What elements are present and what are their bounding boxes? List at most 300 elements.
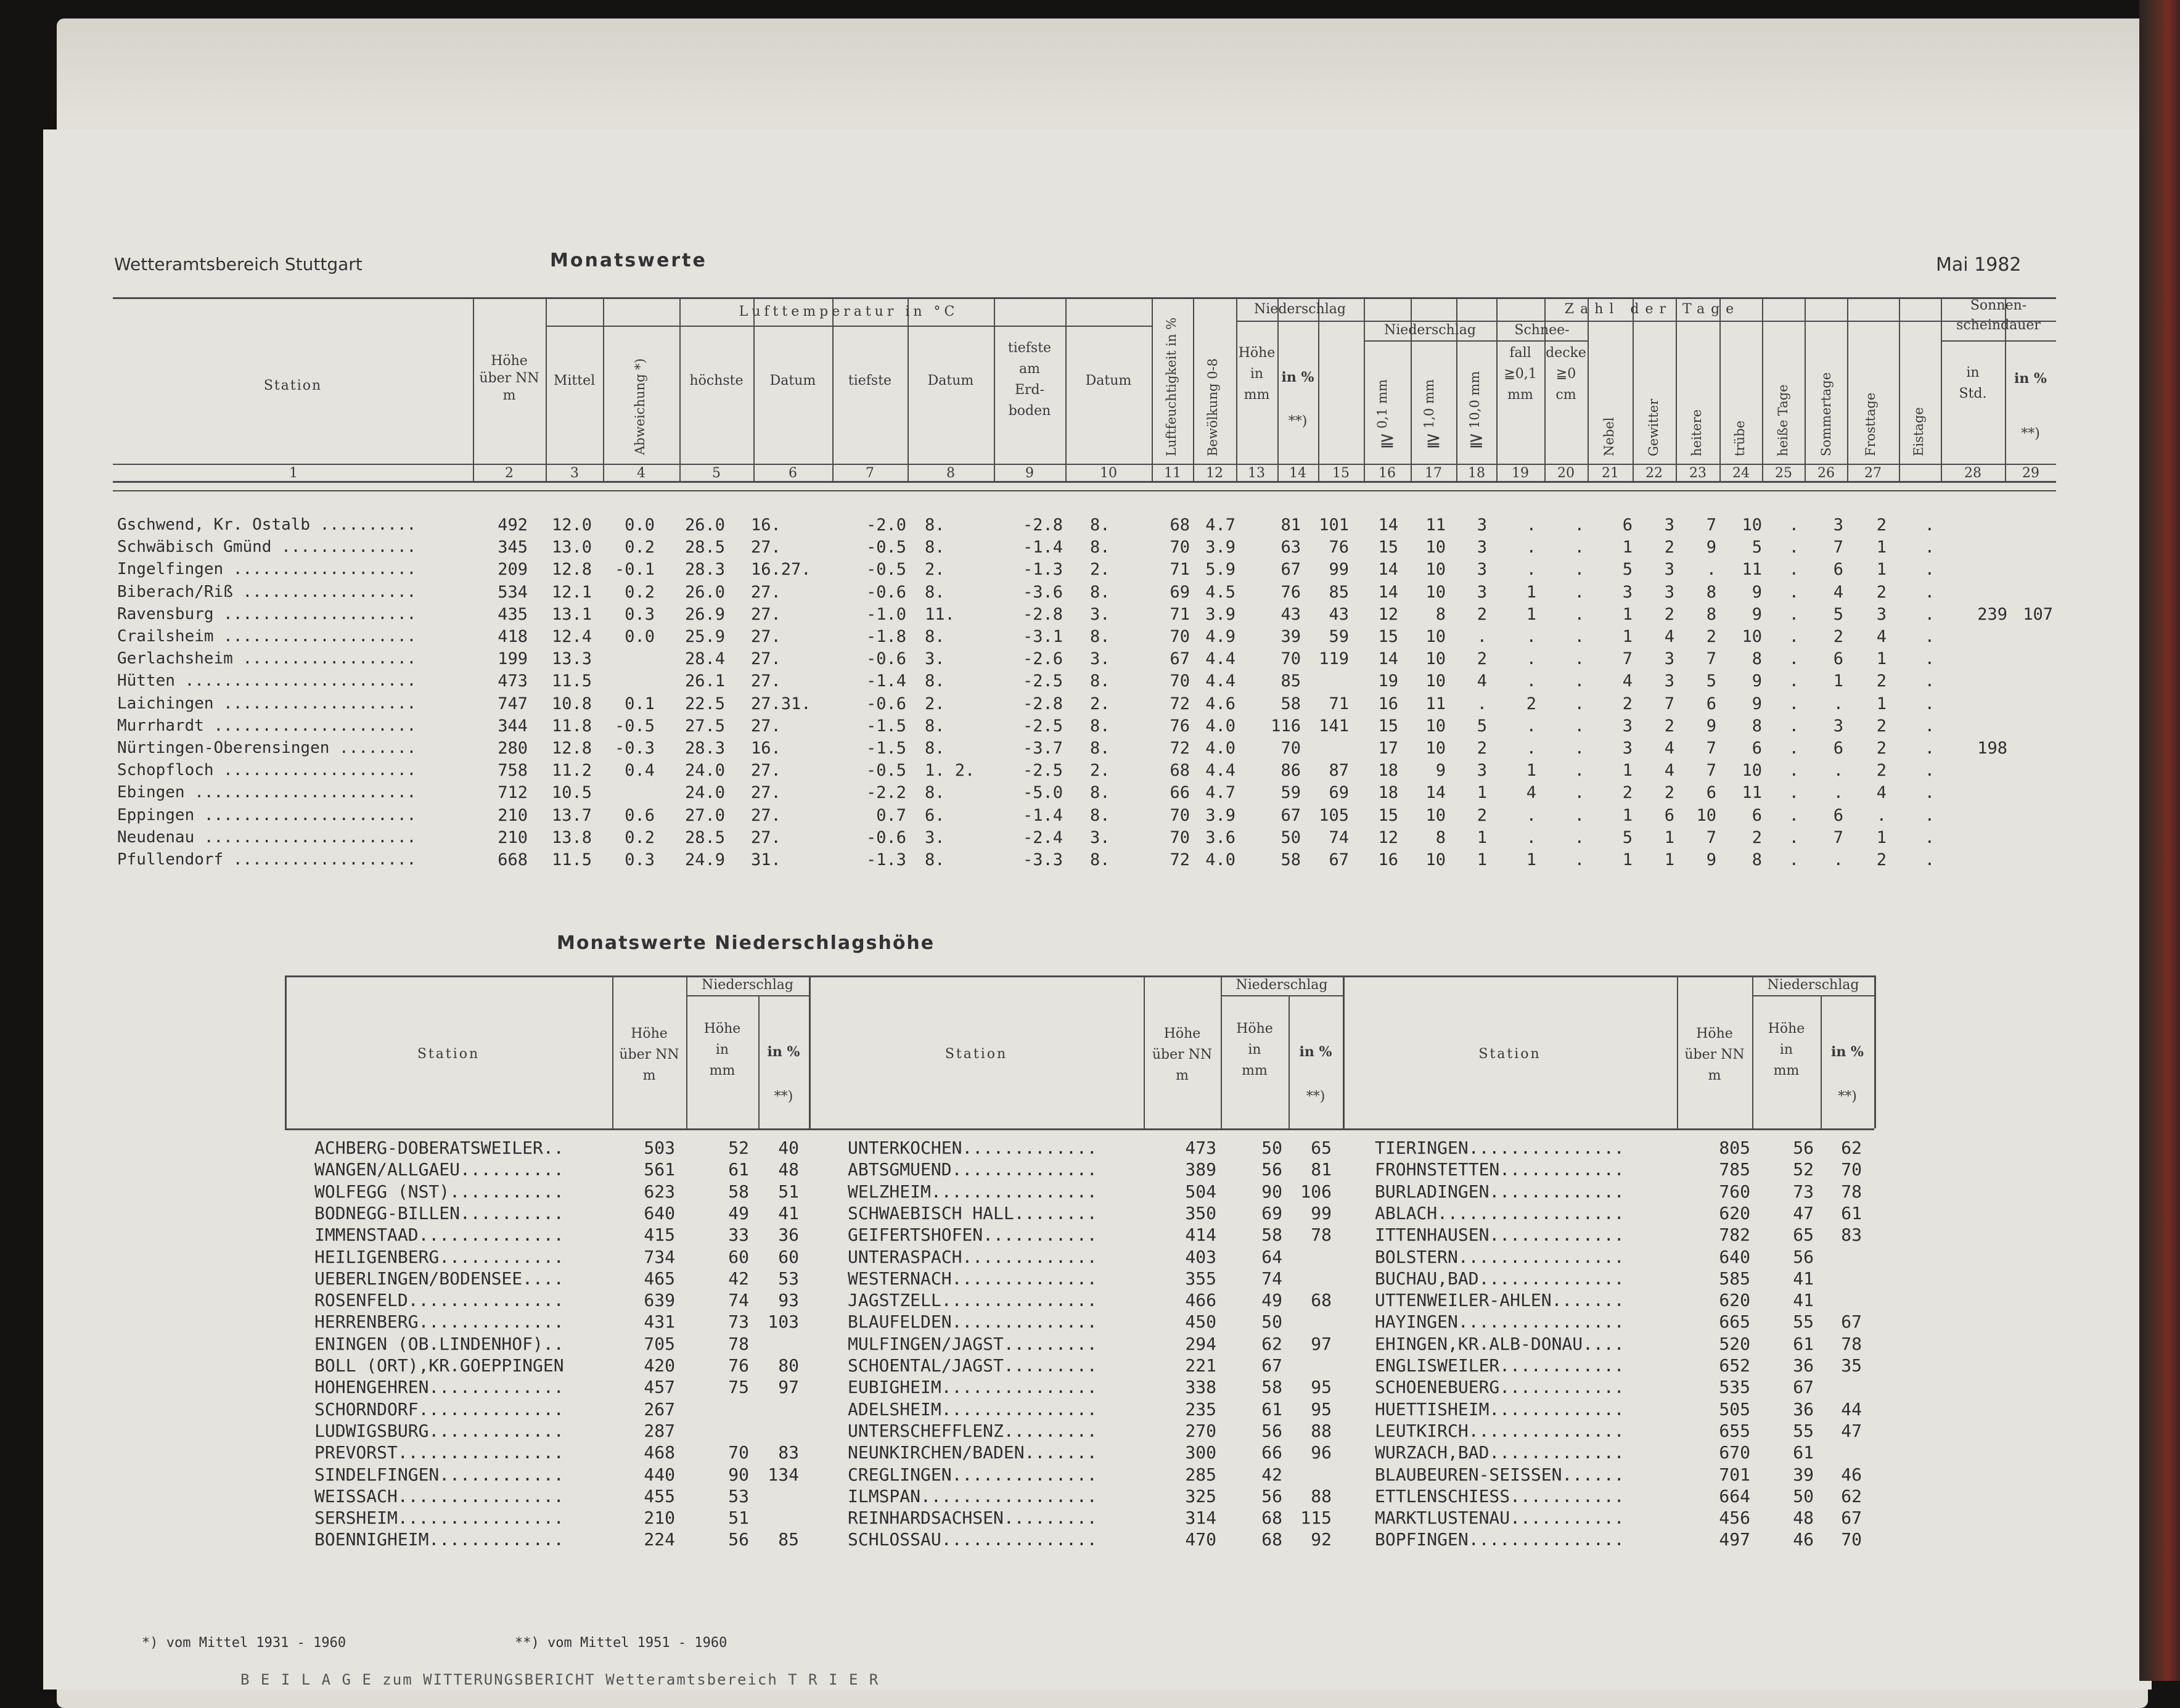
hoehe-value: 221 [1185, 1355, 1216, 1376]
station-name: Gerlachsheim .................. [117, 649, 417, 668]
table-cell: 6 [1706, 694, 1716, 713]
table-cell: -3.6 [1022, 582, 1063, 602]
col-ns-hoehe: Höhe in mm [1238, 345, 1276, 403]
rule-line [113, 481, 2056, 483]
hoehe-value: 235 [1185, 1398, 1216, 1419]
ns-pct-header: in % [1299, 1044, 1332, 1060]
station-name: BODNEGG-BILLEN.......... [314, 1202, 564, 1223]
station-name: HEILIGENBERG............ [314, 1246, 564, 1267]
column-number: 24 [1732, 466, 1750, 481]
station-name: WURZACH,BAD............. [1375, 1442, 1625, 1463]
table-cell: 12.1 [551, 582, 592, 602]
table-cell: 1 [1664, 850, 1674, 869]
table-cell: . [1924, 694, 1935, 713]
table-cell: -0.5 [614, 716, 655, 736]
table-cell: 8 [1752, 850, 1762, 869]
table-cell: . [1833, 850, 1843, 869]
table-cell: . [1924, 582, 1935, 602]
table-cell: . [1574, 716, 1584, 736]
table-cell: 19 [1378, 671, 1398, 691]
ns-value: 51 [728, 1508, 749, 1529]
hoehe-value: 403 [1185, 1246, 1216, 1267]
ns-pct-value: 78 [1841, 1181, 1862, 1202]
table-cell: . [1924, 739, 1935, 758]
table-cell: 10 [1425, 671, 1446, 691]
table-cell: 107 [2023, 604, 2053, 624]
rule-line [1152, 297, 1153, 481]
ns-pct-value: 70 [1841, 1529, 1862, 1550]
table-cell: 14 [1378, 649, 1398, 669]
table-cell: 5 [1833, 604, 1843, 624]
table-cell: 1 [1622, 538, 1633, 557]
table-cell: 7 [1706, 649, 1716, 669]
table-cell: 27. [751, 716, 781, 736]
table-cell: 27. [751, 538, 781, 557]
ns-value: 55 [1793, 1420, 1814, 1441]
region-label: Wetteramtsbereich Stuttgart [114, 254, 363, 274]
table-cell: . [1924, 783, 1935, 803]
table-cell: 4.0 [1205, 850, 1235, 869]
hoehe-header: Höhe über NN m [1684, 1026, 1745, 1083]
list-item [0, 1138, 2180, 1159]
rule-line [686, 995, 809, 996]
station-name: ADELSHEIM............... [848, 1398, 1097, 1419]
ge-sign-1: ≧ [1379, 429, 1395, 451]
table-cell: 59 [1329, 627, 1349, 646]
ns-value: 67 [1793, 1377, 1814, 1398]
ns-hoehe-header: Höhe in mm [1768, 1021, 1805, 1078]
ns-value: 69 [1261, 1202, 1282, 1223]
table-cell: -3.1 [1022, 627, 1063, 646]
ns-pct-value: 51 [778, 1181, 799, 1202]
ns-pct-value: 99 [1311, 1202, 1332, 1223]
hoehe-value: 734 [644, 1246, 675, 1267]
hoehe-value: 504 [1185, 1181, 1216, 1202]
table-cell: 141 [1319, 716, 1349, 736]
table-cell: 3.9 [1205, 805, 1235, 825]
table-cell: 71 [1170, 604, 1190, 624]
table-cell: 4 [1622, 671, 1633, 691]
rule-line [1874, 975, 1876, 1128]
table-cell: 2. [925, 560, 945, 580]
table-cell: 4.4 [1205, 671, 1235, 691]
hoehe-value: 670 [1719, 1442, 1750, 1463]
table-cell: 10 [1425, 739, 1446, 758]
hoehe-value: 389 [1185, 1159, 1216, 1180]
table-cell: -0.6 [866, 694, 906, 713]
table-cell: 1 [1477, 783, 1487, 803]
table-cell: 116 [1271, 716, 1301, 736]
station-name: EHINGEN,KR.ALB-DONAU.... [1375, 1333, 1625, 1354]
station-name: WANGEN/ALLGAEU.......... [314, 1159, 564, 1180]
list-item [0, 1464, 2180, 1485]
rule-line [1318, 297, 1319, 481]
hoehe-value: 503 [644, 1138, 675, 1158]
table-cell: 25.9 [684, 627, 725, 646]
table-cell: 3.9 [1205, 604, 1235, 624]
table-cell: -2.5 [1022, 671, 1063, 691]
table-cell: 4.7 [1205, 783, 1235, 803]
table-row [0, 671, 2180, 692]
table-cell: . [1789, 627, 1799, 646]
table-cell: 76 [1281, 582, 1301, 602]
list-item [0, 1159, 2180, 1180]
table-cell: . [1789, 716, 1799, 736]
table-cell: 27. [751, 582, 781, 602]
table-cell: 10 [1425, 716, 1446, 736]
ns-value: 48 [1793, 1508, 1814, 1529]
table-row [0, 538, 2180, 559]
rule-line [1633, 297, 1634, 481]
table-cell: 11.5 [551, 850, 592, 869]
table-cell: 59 [1281, 783, 1301, 803]
table-cell: -0.1 [614, 560, 655, 580]
table-cell: 1 [1526, 761, 1536, 781]
ns-pct-value: 83 [778, 1442, 799, 1463]
station-name: Neudenau ...................... [117, 827, 417, 847]
ns-value: 73 [728, 1312, 749, 1332]
period-label: Mai 1982 [1936, 254, 2022, 276]
table-cell: -2.5 [1022, 716, 1063, 736]
table-cell: . [1924, 538, 1935, 557]
table-cell: 11.8 [551, 716, 592, 736]
table-cell: 0.2 [625, 582, 655, 602]
table-cell: -1.4 [866, 671, 906, 691]
table-cell: 280 [498, 739, 528, 758]
station-name: Hütten ........................ [117, 671, 417, 691]
hoehe-value: 456 [1719, 1508, 1750, 1529]
table-cell: 9 [1752, 604, 1762, 624]
table-cell: 15 [1378, 805, 1398, 825]
ns-value: 56 [1793, 1138, 1814, 1158]
table-cell: 2 [1477, 739, 1487, 758]
table-cell: -2.2 [866, 783, 906, 803]
hoehe-value: 325 [1185, 1485, 1216, 1506]
table-cell: . [1833, 694, 1843, 713]
list-item [0, 1508, 2180, 1529]
table-cell: 668 [498, 850, 528, 869]
table-cell: 6 [1752, 805, 1762, 825]
hoehe-value: 782 [1719, 1225, 1750, 1246]
ns-value: 56 [1261, 1485, 1282, 1506]
table-cell: 15 [1378, 627, 1398, 646]
table-cell: . [1789, 761, 1799, 781]
table-cell: 1. 2. [925, 761, 975, 781]
table-cell: . [1789, 560, 1799, 580]
table-cell: 8. [1090, 627, 1110, 646]
column-number: 8 [946, 466, 955, 481]
column-number: 1 [289, 466, 298, 481]
table-row [0, 761, 2180, 782]
list-item [0, 1290, 2180, 1311]
table-cell: 10.8 [551, 694, 592, 713]
table-cell: . [1526, 560, 1536, 580]
table-cell: 27. [751, 761, 781, 781]
hoehe-value: 620 [1719, 1290, 1750, 1311]
ns-value: 41 [1793, 1290, 1814, 1311]
table-cell: 4 [1664, 627, 1674, 646]
table-cell: 2. [1090, 694, 1110, 713]
column-number: 7 [866, 466, 874, 481]
col-datum-1: Datum [769, 373, 816, 388]
table-cell: 2. [1090, 560, 1110, 580]
table-cell: 39 [1281, 627, 1301, 646]
column-number: 15 [1332, 466, 1350, 481]
station-name: Murrhardt ..................... [117, 716, 417, 735]
table-cell: 3. [925, 649, 945, 669]
table-cell: 71 [1329, 694, 1349, 713]
ns-note-header: **) [1838, 1089, 1857, 1104]
hoehe-value: 639 [644, 1290, 675, 1311]
table-cell: . [1574, 783, 1584, 803]
ns-pct-value: 47 [1841, 1420, 1862, 1441]
table-cell: . [1789, 850, 1799, 869]
ns-pct-value: 103 [768, 1312, 799, 1332]
table-cell: 2 [1876, 761, 1887, 781]
table-cell: 12.4 [551, 627, 592, 646]
column-number: 21 [1602, 466, 1619, 481]
col-hoechste: höchste [689, 373, 744, 388]
list-item [0, 1247, 2180, 1268]
table-cell: 69 [1329, 783, 1349, 803]
station-name: Crailsheim .................... [117, 627, 417, 646]
rule-line [1496, 340, 1588, 342]
station-name: SCHORNDORF.............. [314, 1398, 564, 1419]
rule-line [285, 975, 1874, 977]
table-cell: 210 [498, 827, 528, 847]
ns-pct-value: 67 [1841, 1508, 1862, 1529]
column-number: 27 [1864, 466, 1882, 481]
table-cell: 10 [1425, 582, 1446, 602]
table-cell: -1.3 [1022, 560, 1063, 580]
table-cell: 4 [1477, 671, 1487, 691]
table-cell: . [1574, 515, 1584, 535]
rule-line [603, 297, 604, 481]
col-heisse: heiße Tage [1776, 384, 1790, 456]
col-datum-3: Datum [1085, 373, 1132, 388]
col-sonne-pct: in % [2014, 371, 2047, 387]
hoehe-value: 535 [1719, 1377, 1750, 1398]
table-cell: -1.5 [866, 739, 906, 758]
rule-line [1941, 340, 2056, 342]
hoehe-value: 620 [1719, 1202, 1750, 1223]
table-row [0, 627, 2180, 648]
table-cell: 27. [751, 805, 781, 825]
station-name: HOHENGEHREN............. [314, 1377, 564, 1398]
col-tiefste-erdboden: tiefste am Erd- boden [1007, 340, 1052, 419]
hoehe-header: Höhe über NN m [1152, 1026, 1213, 1083]
table-cell: 0.0 [625, 515, 655, 535]
table-cell: 16 [1378, 850, 1398, 869]
table-cell: 5 [1706, 671, 1716, 691]
table-cell: 1 [1526, 582, 1536, 602]
table-cell: . [1924, 515, 1935, 535]
col-sommer: Sommertage [1819, 372, 1834, 456]
table-cell: 26.0 [684, 515, 725, 535]
station-header: Station [417, 1046, 480, 1062]
col-ns-pct: in % [1281, 369, 1314, 385]
table-cell: . [1924, 627, 1935, 646]
table-cell: -1.4 [1022, 805, 1063, 825]
ns-note-header: **) [774, 1089, 793, 1104]
table-cell: 15 [1378, 716, 1398, 736]
rule-line [1899, 297, 1900, 481]
table-cell: 8. [1090, 515, 1110, 535]
table-cell: 86 [1281, 761, 1301, 781]
table-cell: . [1924, 649, 1935, 669]
col-schneedecke: decke ≧0 cm [1546, 345, 1586, 403]
table-cell: 11 [1742, 783, 1762, 803]
table-cell: -2.5 [1022, 761, 1063, 781]
table-cell: -0.6 [866, 649, 906, 669]
table-cell: 8 [1435, 604, 1446, 624]
column-number: 4 [637, 466, 645, 481]
column-number: 14 [1289, 466, 1306, 481]
table-cell: 4.4 [1205, 649, 1235, 669]
ns-value: 68 [1261, 1508, 1282, 1529]
ns-pct-value: 60 [778, 1246, 799, 1267]
table-cell: 18 [1378, 761, 1398, 781]
ns-value: 49 [728, 1202, 749, 1223]
table-cell: 0.1 [625, 694, 655, 713]
column-number: 20 [1557, 466, 1575, 481]
table-cell: 69 [1170, 582, 1190, 602]
table-cell: 3 [1477, 560, 1487, 580]
station-name: BLAUBEUREN-SEISSEN...... [1375, 1464, 1625, 1485]
table-cell: 345 [498, 538, 528, 557]
hoehe-value: 338 [1185, 1377, 1216, 1398]
table-cell: 6 [1622, 515, 1633, 535]
rule-line [1289, 995, 1290, 1128]
table-cell: 1 [1876, 560, 1887, 580]
col-gewitter: Gewitter [1646, 398, 1661, 456]
table-cell: 10 [1742, 761, 1762, 781]
table-cell: . [1706, 560, 1716, 580]
hoehe-value: 465 [644, 1268, 675, 1289]
station-name: WOLFEGG (NST)........... [314, 1181, 564, 1202]
hoehe-value: 224 [644, 1529, 675, 1550]
hoehe-value: 457 [644, 1377, 675, 1398]
ns-pct-value: 53 [778, 1268, 799, 1289]
table-cell: . [1789, 805, 1799, 825]
ns-value: 56 [728, 1529, 749, 1550]
table-cell: 8. [925, 850, 945, 869]
column-number: 17 [1425, 466, 1442, 481]
table-cell: -2.8 [1022, 515, 1063, 535]
table-cell: 63 [1281, 538, 1301, 557]
table-cell: 209 [498, 560, 528, 580]
table-cell: 8 [1706, 582, 1716, 602]
station-name: SCHWAEBISCH HALL........ [848, 1202, 1097, 1223]
table-cell: 8. [925, 582, 945, 602]
rule-line [113, 464, 2056, 465]
table-cell: 8. [1090, 716, 1110, 736]
table-cell: . [1526, 739, 1536, 758]
table-cell: . [1789, 604, 1799, 624]
hoehe-value: 505 [1719, 1398, 1750, 1419]
table-cell: 1 [1876, 827, 1887, 847]
station-name: Schopfloch .................... [117, 761, 417, 780]
station-name: EUBIGHEIM............... [848, 1377, 1097, 1398]
column-number: 22 [1645, 466, 1663, 481]
ns-value: 65 [1793, 1225, 1814, 1246]
column-number: 6 [789, 466, 797, 481]
table-cell: 13.3 [551, 649, 592, 669]
table-cell: . [1924, 604, 1935, 624]
station-name: Pfullendorf ................... [117, 850, 417, 869]
table-cell: 70 [1170, 538, 1190, 557]
table-cell: 76 [1329, 538, 1349, 557]
station-name: PREVORST................ [314, 1442, 564, 1463]
table-cell: 7 [1664, 694, 1674, 713]
table-cell: 28.3 [684, 560, 725, 580]
table-cell: 14 [1378, 515, 1398, 535]
col-eis: Eistage [1911, 407, 1926, 456]
table-cell: 8. [925, 627, 945, 646]
footnote-2: **) vom Mittel 1951 - 1960 [515, 1635, 727, 1651]
rule-line [758, 995, 760, 1128]
table-cell: 58 [1281, 850, 1301, 869]
table-cell: 4.9 [1205, 627, 1235, 646]
table-cell: 4 [1876, 627, 1887, 646]
ns-value: 46 [1793, 1529, 1814, 1550]
list-item [0, 1203, 2180, 1224]
hoehe-value: 785 [1719, 1159, 1750, 1180]
table-cell: 7 [1706, 515, 1716, 535]
table-cell: -5.0 [1022, 783, 1063, 803]
table-cell: 72 [1170, 850, 1190, 869]
table-cell: 27. [751, 827, 781, 847]
hoehe-value: 414 [1185, 1225, 1216, 1246]
table-cell: 70 [1170, 805, 1190, 825]
hoehe-header: Höhe über NN m [619, 1026, 679, 1083]
table-cell: 27.5 [684, 716, 725, 736]
table-cell: 4.5 [1205, 582, 1235, 602]
table-cell: 27. [751, 671, 781, 691]
column-number: 11 [1164, 466, 1181, 481]
table-cell: 72 [1170, 739, 1190, 758]
ge-sign-2: ≧ [1425, 429, 1441, 451]
table-cell: 4 [1876, 783, 1887, 803]
hoehe-value: 267 [644, 1398, 675, 1419]
table-cell: . [1574, 739, 1584, 758]
table-cell: 67 [1329, 850, 1349, 869]
col-10mm: 1,0 mm [1422, 379, 1436, 429]
station-name: SINDELFINGEN............ [314, 1464, 564, 1485]
table-cell: 2 [1876, 671, 1887, 691]
station-name: UNTERASPACH............. [848, 1246, 1097, 1267]
table-cell: 2 [1526, 694, 1536, 713]
column-number: 16 [1379, 466, 1396, 481]
table-cell: 10 [1742, 627, 1762, 646]
table-cell: 12 [1378, 604, 1398, 624]
hoehe-value: 440 [644, 1464, 675, 1485]
col-tiefste: tiefste [848, 373, 892, 388]
station-name: SCHOENEBUERG............ [1375, 1377, 1625, 1398]
station-name: Gschwend, Kr. Ostalb .......... [117, 515, 417, 534]
table-cell: 16. [751, 739, 781, 758]
hoehe-value: 294 [1185, 1333, 1216, 1354]
table-cell: . [1526, 716, 1536, 736]
table-cell: 12.8 [551, 560, 592, 580]
col-01mm: 0,1 mm [1375, 379, 1390, 429]
station-name: BOLSTERN................ [1375, 1246, 1625, 1267]
ns-pct-value: 95 [1311, 1398, 1332, 1419]
table-cell: . [1574, 582, 1584, 602]
ns-pct-value: 41 [778, 1202, 799, 1223]
col-bewoelkung: Bewölkung 0-8 [1205, 358, 1220, 456]
ns-value: 55 [1793, 1312, 1814, 1332]
